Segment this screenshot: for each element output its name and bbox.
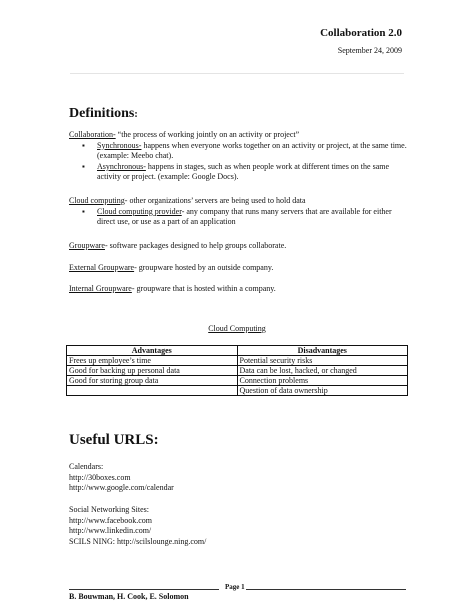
collaboration-bullets <box>69 141 409 183</box>
footer-divider-right <box>246 589 406 590</box>
document-date: September 24, 2009 <box>337 46 402 55</box>
definition-text: - other organizations’ servers are being used to hold data <box>124 196 306 205</box>
term-synchronous: Synchronous- <box>97 140 142 150</box>
table-cell <box>67 386 238 396</box>
social-networking-label: Social Networking Sites: <box>69 505 149 514</box>
table-row <box>67 356 408 366</box>
term-collaboration: Collaboration- <box>69 130 116 139</box>
page-number: Page 1 <box>225 583 245 591</box>
definitions-heading <box>69 106 138 122</box>
table-cell: Good for storing group data <box>67 376 238 386</box>
url-link[interactable]: http://www.google.com/calendar <box>69 483 174 492</box>
definition-text: “the process of working jointly on an activity or project” <box>115 130 300 139</box>
calendars-list <box>69 462 174 494</box>
definition-cloud-computing <box>69 196 409 228</box>
table-caption-text: Cloud Computing <box>208 324 266 333</box>
useful-urls-heading: Useful URLS: <box>69 432 159 448</box>
table-cell: Potential security risks <box>237 356 408 366</box>
definitions-heading-text: Definitions <box>69 106 135 121</box>
term-cloud-computing: Cloud computing <box>69 196 125 205</box>
table-row <box>67 386 408 396</box>
cloud-bullets <box>69 207 409 228</box>
table-cell: Frees up employee’s time <box>67 356 238 366</box>
url-link[interactable]: http://30boxes.com <box>69 472 131 482</box>
term-groupware: Groupware <box>69 241 105 250</box>
column-header-disadvantages: Disadvantages <box>237 346 408 356</box>
header-divider <box>70 73 404 74</box>
definition-text: - groupware hosted by an outside company. <box>134 263 274 272</box>
definition-groupware <box>69 241 409 252</box>
social-networking-list <box>69 505 206 547</box>
table-cell: Question of data ownership <box>237 386 408 396</box>
table-cell: Data can be lost, hacked, or changed <box>237 366 408 376</box>
definition-internal-groupware <box>69 284 409 295</box>
definition-text: happens when everyone works together on an activity or project, at the same time. (example: Meebo chat). <box>97 140 407 160</box>
url-link[interactable]: http://www.facebook.com <box>69 515 153 525</box>
definition-text: - software packages designed to help groups collaborate. <box>104 241 287 250</box>
list-item <box>69 162 409 183</box>
table-row <box>67 366 408 376</box>
table-header-row <box>67 346 408 356</box>
column-header-advantages: Advantages <box>67 346 238 356</box>
advantages-disadvantages-table <box>66 345 408 396</box>
list-item <box>69 141 409 162</box>
table-caption <box>0 324 474 333</box>
definition-text: - any company that runs many servers that are available for either direct use, or use as a part of an application <box>97 206 392 226</box>
footer-divider-left <box>69 589 219 590</box>
url-link[interactable]: http://www.linkedin.com/ <box>69 526 152 535</box>
definition-text: happens in stages, such as when people work at different times on the same activity or project. (example: Google Docs). <box>97 161 390 181</box>
footer-authors: B. Bouwman, H. Cook, E. Solomon <box>69 592 189 601</box>
term-asynchronous: Asynchronous- <box>97 161 146 171</box>
definition-text: - groupware that is hosted within a company. <box>131 284 276 293</box>
definition-collaboration <box>69 130 409 183</box>
table-row <box>67 376 408 386</box>
calendars-label: Calendars: <box>69 462 104 471</box>
list-item <box>69 207 409 228</box>
url-link[interactable]: SCILS NING: http://scilslounge.ning.com/ <box>69 536 207 546</box>
term-cloud-provider: Cloud computing provider <box>97 206 182 216</box>
definition-external-groupware <box>69 263 409 274</box>
term-external-groupware: External Groupware <box>69 263 135 272</box>
table-cell: Good for backing up personal data <box>67 366 238 376</box>
table-cell: Connection problems <box>237 376 408 386</box>
definitions-heading-colon: : <box>134 109 138 120</box>
term-internal-groupware: Internal Groupware <box>69 284 132 293</box>
document-title: Collaboration 2.0 <box>320 27 402 39</box>
